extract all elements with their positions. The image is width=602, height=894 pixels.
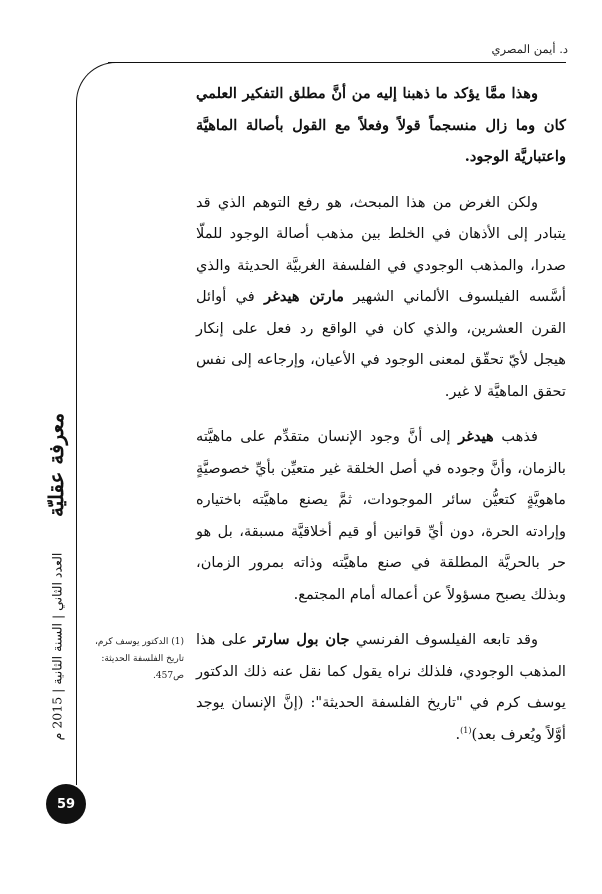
footnote: (1) الدكتور يوسف كرم، تاريخ الفلسفة الحديثة: ص457. xyxy=(94,637,184,681)
frame-top-rule xyxy=(108,62,566,63)
journal-title: معرفة عقليّة xyxy=(44,412,69,518)
running-header-author: د. أيمن المصري xyxy=(491,42,568,56)
paragraph-2: ولكن الغرض من هذا المبحث، هو رفع التوهم الذي قد يتبادر إلى الأذهان في الخلط بين مذهب أصالة الوجود للملّا صدرا، والمذهب الوجودي في الفلسفة الغربيَّة الحديثة والذي أسَّسه الفيلسوف الألماني الشهير مارتن هيدغر في أوائل القرن العشرين، والذي كان في الواقع رد فعل على إنكار هيجل لأيّ تحقّق لمعنى الوجود في الأعيان، وإرجاعه إلى نفس تحقق الماهيَّة لا غير. xyxy=(196,193,566,400)
bold-name-heidegger: مارتن هيدغر xyxy=(264,288,344,305)
paragraph-3: فذهب هيدغر إلى أنَّ وجود الإنسان متقدِّم على ماهيَّته بالزمان، وأنَّ وجوده في أصل الخلقة غير متعيِّن بأيِّ خصوصيَّةٍ ماهويَّةٍ كتعيُّن سائر الموجودات، ثمَّ يصنع ماهيَّته باختياره وإرادته الحرة، دون أيِّ قوانين أو قيم أخلاقيَّة مسبقة، بل هو حر بالحريَّة المطلقة في صنع ماهيَّته وذاته بمرور الزمان، وبذلك يصبح مسؤولاً عن أعماله أمام المجتمع. xyxy=(196,428,566,603)
bold-name-heidegger: هيدغر xyxy=(458,428,494,445)
frame-corner-curve xyxy=(76,62,136,132)
issue-info xyxy=(42,530,72,762)
paragraph-1: وهذا ممَّا يؤكد ما ذهبنا إليه من أنَّ مطلق التفكير العلمي كان وما زال منسجماً قولاً وفعلاً مع القول بأصالة الماهيَّة واعتباريَّة الوجود. xyxy=(196,85,566,165)
bold-name-sartre: جان بول سارتر xyxy=(253,631,350,648)
journal-logo xyxy=(40,410,72,520)
footnote-marker: (1) xyxy=(460,725,472,735)
frame-left-rule xyxy=(76,120,77,785)
issue-info-text: العدد الثاني | السنة الثانية | 2015 م xyxy=(49,552,65,740)
article-body xyxy=(196,78,566,764)
paragraph-4: وقد تابعه الفيلسوف الفرنسي جان بول سارتر على هذا المذهب الوجودي، فلذلك نراه يقول كما نقل عنه ذلك الدكتور يوسف كرم في "تاريخ الفلسفة الحديثة": (إنَّ الإنسان يوجد أوَّلاً ويُعرف بعد)$^{(1)}$. xyxy=(196,631,566,743)
page-number-badge: 59 xyxy=(46,784,86,824)
